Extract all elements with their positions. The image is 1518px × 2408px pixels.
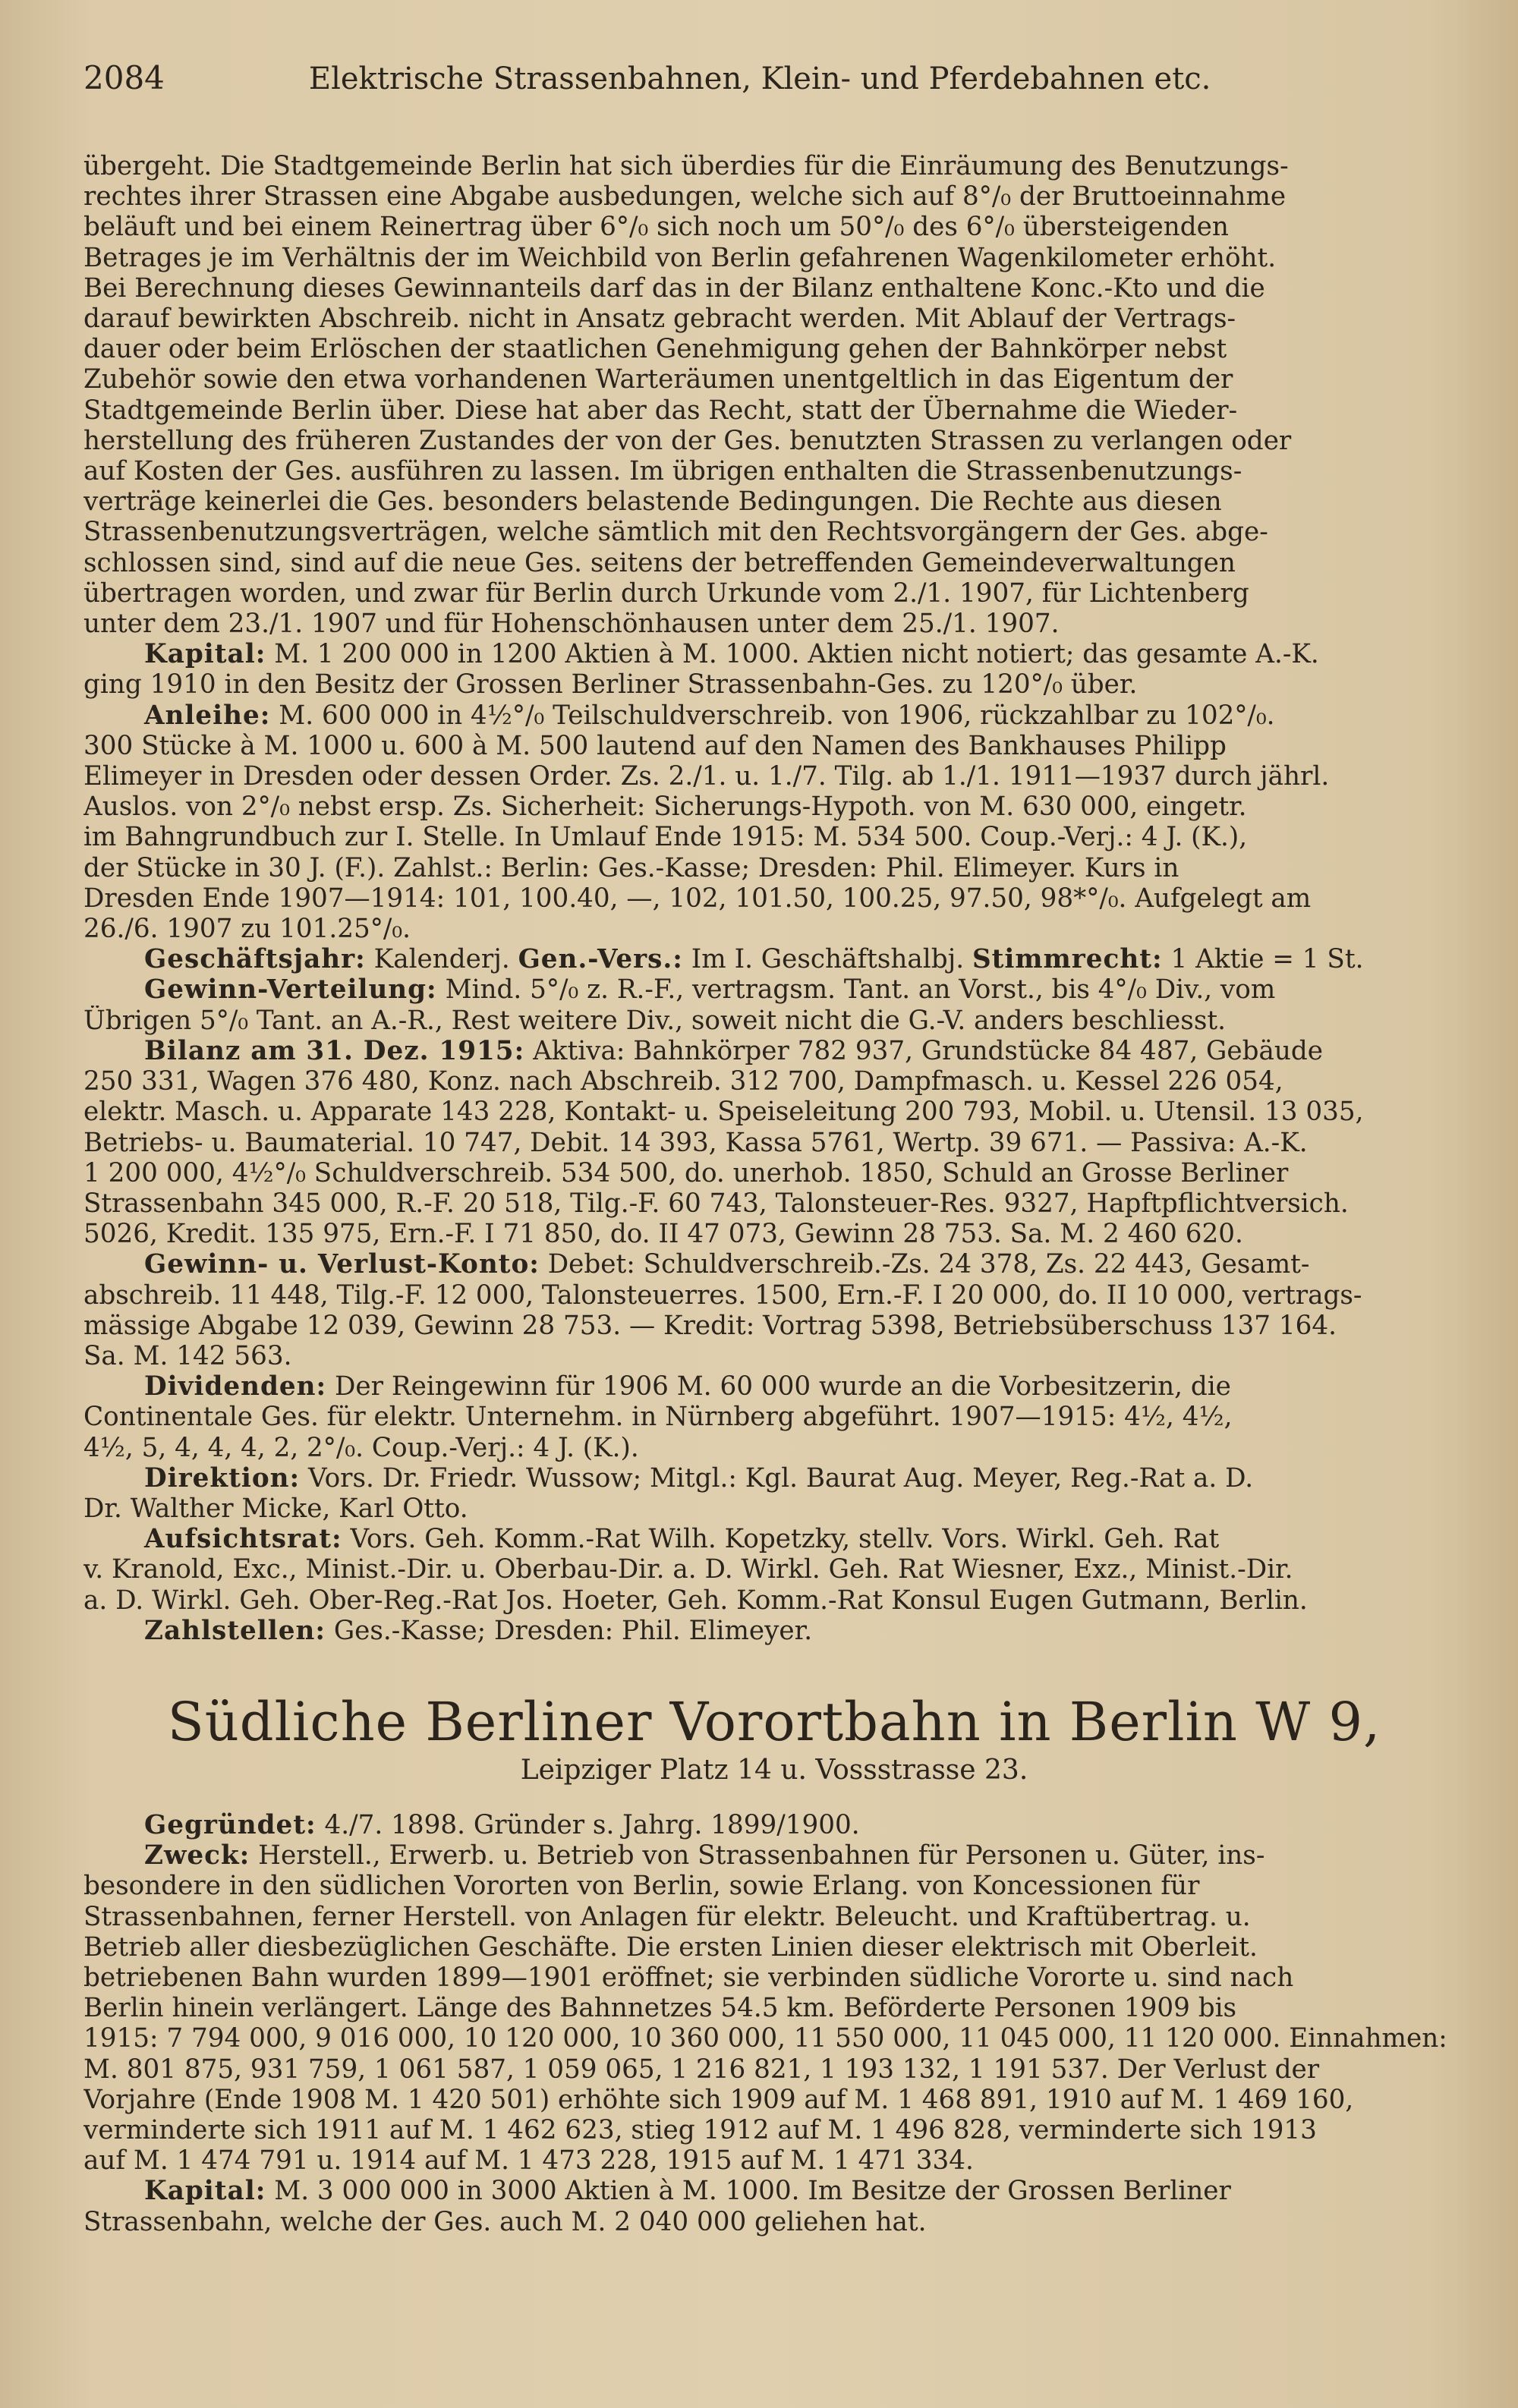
bilanz-entry: Bilanz am 31. Dez. 1915: Aktiva: Bahnkörper 782 937, Grundstücke 84 487, Gebäude — [144, 1035, 1323, 1066]
dividenden-label: Dividenden: — [144, 1371, 327, 1402]
text-line: Übrigen 5°/₀ Tant. an A.-R., Rest weitere Div., soweit nicht die G.-V. anders beschliesst. — [83, 1005, 1226, 1036]
guv-label: Gewinn- u. Verlust-Konto: — [144, 1249, 540, 1280]
gegruendet-entry: Gegründet: 4./7. 1898. Gründer s. Jahrg. 1899/1900. — [144, 1809, 860, 1840]
text-line: Berlin hinein verlängert. Länge des Bahnnetzes 54.5 km. Beförderte Personen 1909 bis — [83, 1993, 1237, 2024]
text-line: Betrieb aller diesbezüglichen Geschäfte. Die ersten Linien dieser elektrisch mit Oberleit. — [83, 1931, 1258, 1963]
stimmrecht-label: Stimmrecht: — [972, 944, 1163, 975]
text-line: Betriebs- u. Baumaterial. 10 747, Debit. 14 393, Kassa 5761, Wertp. 39 671. — Passiva: A.-K. — [83, 1127, 1308, 1158]
text-line: 4½, 5, 4, 4, 4, 2, 2°/₀. Coup.-Verj.: 4 J. (K.). — [83, 1432, 639, 1463]
text-line: 1915: 7 794 000, 9 016 000, 10 120 000, 10 360 000, 11 550 000, 11 045 000, 11 120 000. Einnahmen: — [83, 2023, 1447, 2054]
guv-entry: Gewinn- u. Verlust-Konto: Debet: Schuldverschreib.-Zs. 24 378, Zs. 22 443, Gesamt- — [144, 1249, 1310, 1280]
company-title: Südliche Berliner Vorortbahn in Berlin W 9, — [167, 1690, 1381, 1753]
gewinn-entry: Gewinn-Verteilung: Mind. 5°/₀ z. R.-F., vertragsm. Tant. an Vorst., bis 4°/₀ Div., vom — [144, 974, 1276, 1006]
meta-entry: Geschäftsjahr: Kalenderj. Gen.-Vers.: Im I. Geschäftshalbj. Stimmrecht: 1 Aktie = 1 St. — [144, 944, 1364, 975]
text-line: 26./6. 1907 zu 101.25°/₀. — [83, 914, 411, 945]
text-line: v. Kranold, Exc., Minist.-Dir. u. Oberbau-Dir. a. D. Wirkl. Geh. Rat Wiesner, Exz., Minist.-Dir. — [83, 1554, 1293, 1585]
dividenden-entry: Dividenden: Der Reingewinn für 1906 M. 60 000 wurde an die Vorbesitzerin, die — [144, 1371, 1231, 1402]
text-line: übertragen worden, und zwar für Berlin durch Urkunde vom 2./1. 1907, für Lichtenberg — [83, 578, 1249, 609]
aufsichtsrat-label: Aufsichtsrat: — [144, 1524, 342, 1555]
text-line: mässige Abgabe 12 039, Gewinn 28 753. — Kredit: Vortrag 5398, Betriebsüberschuss 137 164. — [83, 1310, 1337, 1341]
text-line: Strassenbahn 345 000, R.-F. 20 518, Tilg.-F. 60 743, Talonsteuer-Res. 9327, Hapftpflichtversich. — [83, 1188, 1349, 1219]
text-line: Auslos. von 2°/₀ nebst ersp. Zs. Sicherheit: Sicherungs-Hypoth. von M. 630 000, eingetr. — [83, 792, 1247, 823]
text-line: Elimeyer in Dresden oder dessen Order. Zs. 2./1. u. 1./7. Tilg. ab 1./1. 1911—1937 durch jährl. — [83, 761, 1330, 792]
gewinn-label: Gewinn-Verteilung: — [144, 974, 437, 1006]
bilanz-label: Bilanz am 31. Dez. 1915: — [144, 1035, 525, 1066]
text-line: betriebenen Bahn wurden 1899—1901 eröffnet; sie verbinden südliche Vororte u. sind nach — [83, 1962, 1294, 1993]
text-line: Strassenbahnen, ferner Herstell. von Anlagen für elektr. Beleucht. und Kraftübertrag. u. — [83, 1901, 1251, 1932]
text-line: der Stücke in 30 J. (F.). Zahlst.: Berlin: Ges.-Kasse; Dresden: Phil. Elimeyer. Kurs in — [83, 852, 1179, 883]
aufsichtsrat-entry: Aufsichtsrat: Vors. Geh. Komm.-Rat Wilh. Kopetzky, stellv. Vors. Wirkl. Geh. Rat — [144, 1524, 1220, 1555]
running-title: Elektrische Strassenbahnen, Klein- und Pferdebahnen etc. — [308, 61, 1211, 96]
geschaeftsjahr-label: Geschäftsjahr: — [144, 944, 366, 975]
text-line: auf M. 1 474 791 u. 1914 auf M. 1 473 228, 1915 auf M. 1 471 334. — [83, 2145, 974, 2177]
text-line: ging 1910 in den Besitz der Grossen Berliner Strassenbahn-Ges. zu 120°/₀ über. — [83, 669, 1138, 700]
gen-vers-label: Gen.-Vers.: — [518, 944, 683, 975]
text-line: Betrages je im Verhältnis der im Weichbild von Berlin gefahrenen Wagenkilometer erhöht. — [83, 242, 1277, 273]
kapital-entry: Kapital: M. 3 000 000 in 3000 Aktien à M. 1000. Im Besitze der Grossen Berliner — [144, 2176, 1231, 2207]
article-previous-company — [83, 151, 1465, 1646]
text-line: Strassenbenutzungsverträgen, welche sämtlich mit den Rechtsvorgängern der Ges. abge- — [83, 517, 1268, 548]
text-line: Vorjahre (Ende 1908 M. 1 420 501) erhöhte sich 1909 auf M. 1 468 891, 1910 auf M. 1 469 160, — [83, 2084, 1354, 2115]
text-line: a. D. Wirkl. Geh. Ober-Reg.-Rat Jos. Hoeter, Geh. Komm.-Rat Konsul Eugen Gutmann, Berlin. — [83, 1585, 1308, 1616]
text-line: verträge keinerlei die Ges. besonders belastende Bedingungen. Die Rechte aus diesen — [83, 486, 1222, 518]
running-head — [83, 59, 1465, 98]
text-line: im Bahngrundbuch zur I. Stelle. In Umlauf Ende 1915: M. 534 500. Coup.-Verj.: 4 J. (K.), — [83, 822, 1248, 853]
text-line: besondere in den südlichen Vororten von Berlin, sowie Erlang. von Koncessionen für — [83, 1871, 1200, 1902]
kapital-label: Kapital: — [144, 2176, 266, 2207]
anleihe-label: Anleihe: — [144, 700, 271, 731]
article-suedliche-berliner-vorortbahn — [83, 1810, 1465, 2237]
text-line: Strassenbahn, welche der Ges. auch M. 2 040 000 geliehen hat. — [83, 2206, 927, 2237]
text-line: 1 200 000, 4½°/₀ Schuldverschreib. 534 500, do. unerhob. 1850, Schuld an Grosse Berliner — [83, 1157, 1289, 1188]
gegruendet-label: Gegründet: — [144, 1809, 317, 1840]
text-line: auf Kosten der Ges. ausführen zu lassen. Im übrigen enthalten die Strassenbenutzungs- — [83, 456, 1242, 487]
text-line: abschreib. 11 448, Tilg.-F. 12 000, Talonsteuerres. 1500, Ern.-F. I 20 000, do. II 10 000, vertrags- — [83, 1280, 1362, 1311]
kapital-label: Kapital: — [144, 639, 266, 670]
text-line: beläuft und bei einem Reinertrag über 6°/₀ sich noch um 50°/₀ des 6°/₀ übersteigenden — [83, 212, 1229, 243]
text-line: Continentale Ges. für elektr. Unternehm. in Nürnberg abgeführt. 1907—1915: 4½, 4½, — [83, 1402, 1233, 1433]
text-line: unter dem 23./1. 1907 und für Hohenschönhausen unter dem 25./1. 1907. — [83, 609, 1060, 640]
text-line: Bei Berechnung dieses Gewinnanteils darf das in der Bilanz enthaltene Konc.-Kto und die — [83, 272, 1265, 304]
text-line: 5026, Kredit. 135 975, Ern.-F. I 71 850, do. II 47 073, Gewinn 28 753. Sa. M. 2 460 620. — [83, 1219, 1243, 1250]
text-line: Dresden Ende 1907—1914: 101, 100.40, —, 102, 101.50, 100.25, 97.50, 98*°/₀. Aufgelegt am — [83, 883, 1312, 914]
text-line: elektr. Masch. u. Apparate 143 228, Kontakt- u. Speiseleitung 200 793, Mobil. u. Utensil. 13 035, — [83, 1097, 1364, 1128]
text-line: Dr. Walther Micke, Karl Otto. — [83, 1493, 468, 1524]
text-line: verminderte sich 1911 auf M. 1 462 623, stieg 1912 auf M. 1 496 828, verminderte sich 1913 — [83, 2114, 1317, 2145]
zahlstellen-label: Zahlstellen: — [144, 1615, 326, 1646]
text-line: herstellung des früheren Zustandes der von der Ges. benutzten Strassen zu verlangen oder — [83, 425, 1292, 456]
text-line: Sa. M. 142 563. — [83, 1340, 292, 1371]
text-line: darauf bewirkten Abschreib. nicht in Ansatz gebracht werden. Mit Ablauf der Vertrags- — [83, 304, 1236, 335]
text-line: 300 Stücke à M. 1000 u. 600 à M. 500 lautend auf den Namen des Bankhauses Philipp — [83, 730, 1227, 761]
direktion-entry: Direktion: Vors. Dr. Friedr. Wussow; Mitgl.: Kgl. Baurat Aug. Meyer, Reg.-Rat a. D. — [144, 1462, 1254, 1494]
zweck-entry: Zweck: Herstell., Erwerb. u. Betrieb von Strassenbahnen für Personen u. Güter, ins- — [144, 1840, 1265, 1871]
kapital-entry: Kapital: M. 1 200 000 in 1200 Aktien à M. 1000. Aktien nicht notiert; das gesamte A.-K. — [144, 639, 1319, 670]
text-line: rechtes ihrer Strassen eine Abgabe ausbedungen, welche sich auf 8°/₀ der Bruttoeinnahme — [83, 181, 1287, 212]
zahlstellen-entry: Zahlstellen: Ges.-Kasse; Dresden: Phil. Elimeyer. — [144, 1615, 813, 1646]
text-line: M. 801 875, 931 759, 1 061 587, 1 059 065, 1 216 821, 1 193 132, 1 191 537. Der Verlust der — [83, 2054, 1320, 2085]
text-line: dauer oder beim Erlöschen der staatlichen Genehmigung gehen der Bahnkörper nebst — [83, 334, 1227, 365]
anleihe-entry: Anleihe: M. 600 000 in 4½°/₀ Teilschuldverschreib. von 1906, rückzahlbar zu 102°/₀. — [144, 700, 1275, 731]
page-number: 2084 — [83, 59, 165, 96]
text-line: übergeht. Die Stadtgemeinde Berlin hat sich überdies für die Einräumung des Benutzungs- — [83, 151, 1289, 181]
zweck-label: Zweck: — [144, 1840, 250, 1871]
text-line: Zubehör sowie den etwa vorhandenen Warteräumen unentgeltlich in das Eigentum der — [83, 364, 1233, 395]
direktion-label: Direktion: — [144, 1462, 301, 1494]
text-line: schlossen sind, sind auf die neue Ges. seitens der betreffenden Gemeindeverwaltungen — [83, 547, 1236, 578]
text-line: Stadtgemeinde Berlin über. Diese hat aber das Recht, statt der Übernahme die Wieder- — [83, 395, 1238, 426]
company-address: Leipziger Platz 14 u. Vossstrasse 23. — [520, 1754, 1028, 1786]
text-line: 250 331, Wagen 376 480, Konz. nach Abschreib. 312 700, Dampfmasch. u. Kessel 226 054, — [83, 1066, 1283, 1097]
